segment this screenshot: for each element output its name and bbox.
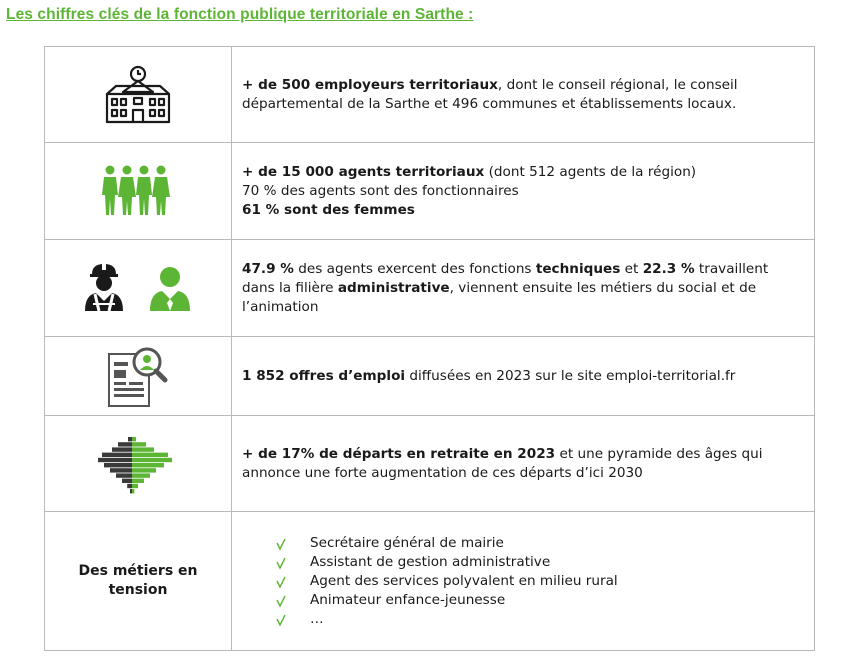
tension-label-cell: [45, 512, 232, 651]
list-item: Secrétaire général de mairie: [276, 534, 798, 553]
checkmark-icon: [276, 613, 286, 627]
agents-text: + de 15 000 agents territoriaux (dont 512 agents de la région) 70 % des agents sont des fonctionnaires 61 % sont des femmes: [232, 143, 815, 240]
pyramid-bar-right: [132, 473, 150, 477]
page-title: Les chiffres clés de la fonction publique territoriale en Sarthe :: [6, 6, 474, 23]
pyramid-bar-right: [132, 468, 156, 472]
pyramid-bar-left: [116, 473, 132, 477]
list-item: …: [276, 610, 798, 629]
checkmark-icon: [276, 575, 286, 589]
job-offers-text: 1 852 offres d’emploi diffusées en 2023 sur le site emploi-territorial.fr: [232, 337, 815, 416]
pyramid-bar-right: [132, 489, 134, 493]
pyramid-bar-right: [132, 442, 146, 446]
tension-jobs-cell: [232, 512, 815, 651]
retirement-text: + de 17% de départs en retraite en 2023 et une pyramide des âges qui annonce une forte augmentation de ces départs d’ici 2030: [232, 416, 815, 512]
pyramid-bar-right: [132, 437, 136, 441]
icon-cell: [45, 47, 232, 143]
job-search-icon: [103, 344, 173, 408]
pyramid-bar-left: [98, 457, 132, 461]
pyramid-bar-left: [110, 468, 132, 472]
town-hall-icon: [103, 64, 173, 126]
tension-jobs-list: [276, 534, 798, 629]
key-figures-table: [44, 46, 815, 651]
functions-text: 47.9 % des agents exercent des fonctions techniques et 22.3 % travaillent dans la filière administrative, viennent ensuite les métiers du social et de l’animation: [232, 240, 815, 337]
pyramid-bar-right: [132, 452, 168, 456]
pyramid-bar-right: [132, 457, 172, 461]
icon-cell: [45, 416, 232, 512]
age-pyramid-icon: [88, 433, 188, 495]
pyramid-bar-left: [127, 483, 132, 487]
table-row: [45, 47, 815, 143]
checkmark-icon: [276, 594, 286, 608]
pyramid-bar-right: [132, 447, 154, 451]
pyramid-bar-left: [122, 478, 132, 482]
pyramid-bar-right: [132, 483, 138, 487]
pyramid-bar-left: [112, 447, 132, 451]
pyramid-bar-left: [128, 437, 132, 441]
pyramid-bar-left: [118, 442, 132, 446]
table-row: [45, 143, 815, 240]
pyramid-bar-left: [130, 489, 132, 493]
pyramid-bar-left: [104, 463, 132, 467]
icon-cell: [45, 143, 232, 240]
pyramid-bar-right: [132, 463, 164, 467]
list-item: Agent des services polyvalent en milieu rural: [276, 572, 798, 591]
worker-and-employee-icon: [82, 263, 194, 313]
table-row: [45, 512, 815, 651]
checkmark-icon: [276, 556, 286, 570]
list-item: Assistant de gestion administrative: [276, 553, 798, 572]
icon-cell: [45, 337, 232, 416]
icon-cell: [45, 240, 232, 337]
tension-label: Des métiers en tension: [78, 563, 198, 598]
employers-text: + de 500 employeurs territoriaux, dont le conseil régional, le conseil départemental de la Sarthe et 496 communes et établissements locaux.: [232, 47, 815, 143]
table-row: [45, 240, 815, 337]
pyramid-bar-right: [132, 478, 144, 482]
list-item: Animateur enfance-jeunesse: [276, 591, 798, 610]
table-row: [45, 416, 815, 512]
pyramid-bar-left: [102, 452, 132, 456]
checkmark-icon: [276, 537, 286, 551]
table-row: [45, 337, 815, 416]
people-group-icon: [101, 165, 175, 217]
